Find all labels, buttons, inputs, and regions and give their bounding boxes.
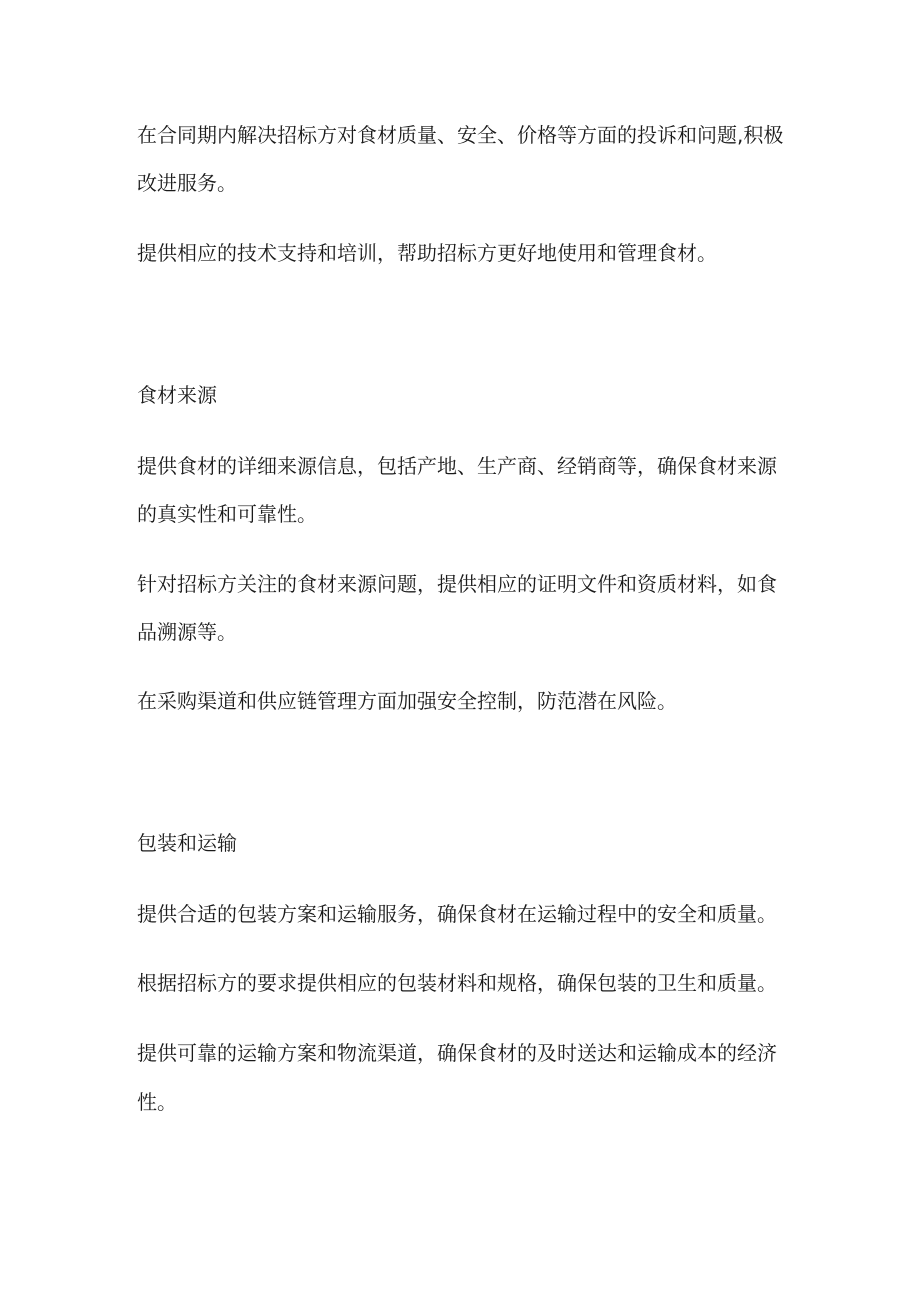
paragraph-source-docs-line1: 针对招标方关注的食材来源问题，提供相应的证明文件和资质材料，如食	[137, 572, 777, 596]
paragraph-complaints-line2: 改进服务。	[137, 171, 237, 195]
section-heading-packaging: 包装和运输	[137, 831, 237, 855]
section-heading-sources: 食材来源	[137, 383, 217, 407]
paragraph-complaints-line1: 在合同期内解决招标方对食材质量、安全、价格等方面的投诉和问题,积极	[137, 123, 784, 147]
paragraph-supply-chain: 在采购渠道和供应链管理方面加强安全控制，防范潜在风险。	[137, 689, 677, 713]
paragraph-source-docs-line2: 品溯源等。	[137, 620, 237, 644]
paragraph-transport-line2: 性。	[137, 1090, 177, 1114]
paragraph-source-info-line1: 提供食材的详细来源信息，包括产地、生产商、经销商等，确保食材来源	[137, 454, 777, 478]
paragraph-transport-line1: 提供可靠的运输方案和物流渠道，确保食材的及时送达和运输成本的经济	[137, 1041, 777, 1065]
paragraph-source-info-line2: 的真实性和可靠性。	[137, 502, 317, 526]
paragraph-packaging-materials: 根据招标方的要求提供相应的包装材料和规格，确保包装的卫生和质量。	[137, 971, 777, 995]
paragraph-packaging-plan: 提供合适的包装方案和运输服务，确保食材在运输过程中的安全和质量。	[137, 902, 777, 926]
paragraph-support: 提供相应的技术支持和培训，帮助招标方更好地使用和管理食材。	[137, 241, 717, 265]
